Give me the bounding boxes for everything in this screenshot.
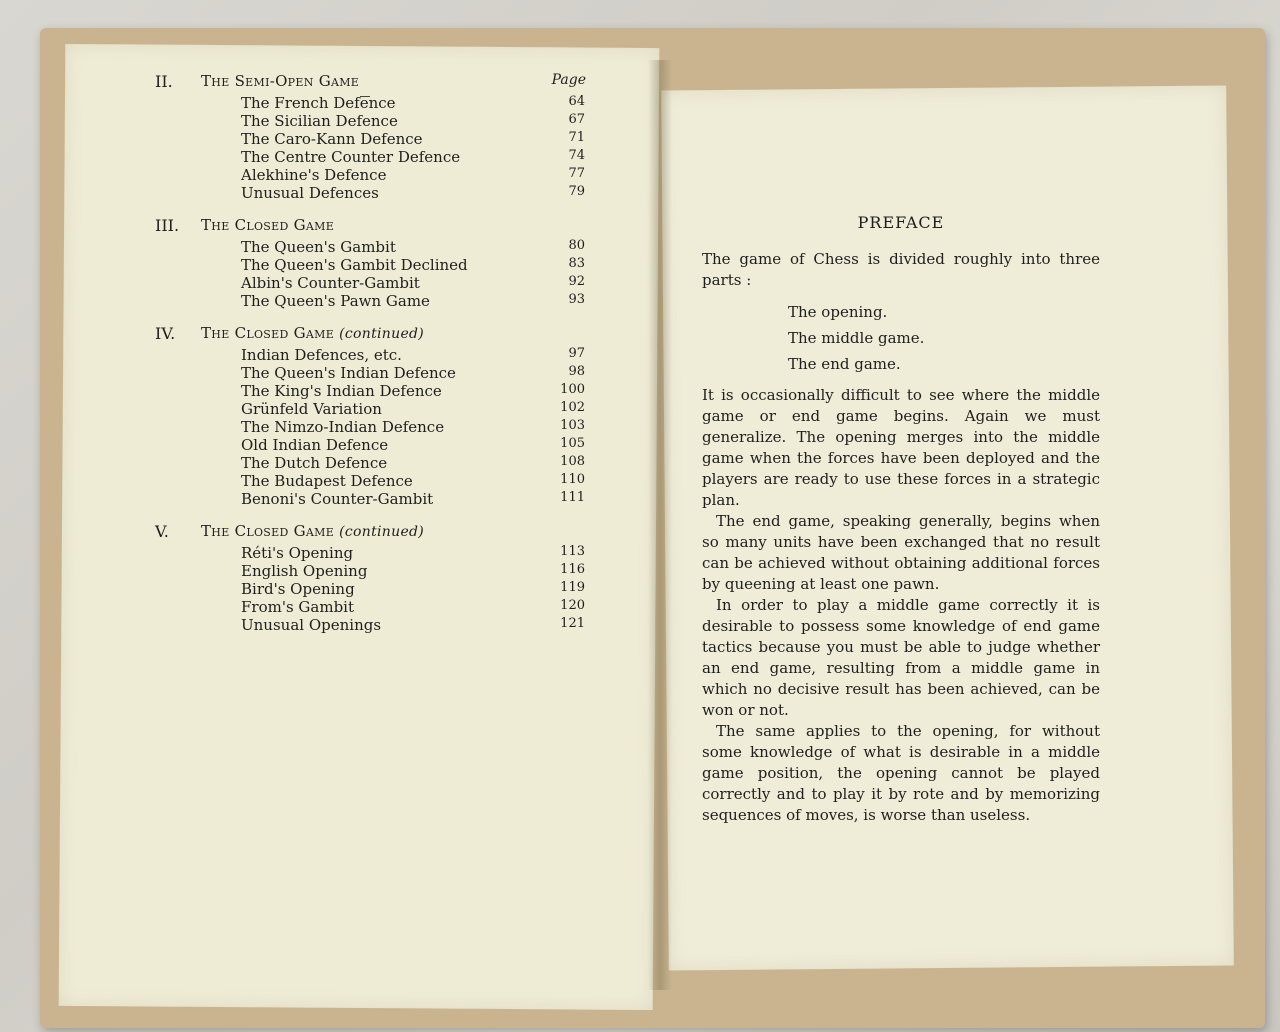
toc-entry-title: From's Gambit bbox=[241, 598, 354, 616]
toc-entry-title: The King's Indian Defence bbox=[241, 382, 442, 400]
section-title-text: The Closed Game bbox=[201, 522, 335, 540]
toc-entry bbox=[155, 256, 585, 274]
section-number: II. bbox=[155, 72, 173, 91]
toc-entry bbox=[155, 562, 585, 580]
preface-text bbox=[702, 212, 1100, 826]
toc-entry-title: English Opening bbox=[241, 562, 368, 580]
toc-entry-title: Bird's Opening bbox=[241, 580, 355, 598]
toc-section bbox=[155, 72, 585, 202]
toc-entry bbox=[155, 400, 585, 418]
preface-paragraph: It is occasionally difficult to see where the middle game or end game begins. Again we must generalize. The opening merges into the middle game when the forces have been deployed and the players are ready to use these forces in a strategic plan. bbox=[702, 386, 1100, 509]
toc-section-heading bbox=[155, 324, 585, 346]
toc-entry-title: The Sicilian Defence bbox=[241, 112, 398, 130]
section-number: V. bbox=[155, 522, 169, 541]
toc-section bbox=[155, 522, 585, 634]
toc-entry-page: 79 bbox=[568, 184, 585, 199]
toc-entry-page: 103 bbox=[560, 418, 585, 433]
toc-entry-page: 93 bbox=[568, 292, 585, 307]
preface-intro: The game of Chess is divided roughly into three parts : bbox=[702, 250, 1100, 289]
toc-entry-title: The Caro-Kann Defence bbox=[241, 130, 423, 148]
toc-entry-page: 111 bbox=[560, 490, 585, 505]
toc-entry-page: 92 bbox=[568, 274, 585, 289]
toc-section bbox=[155, 324, 585, 508]
toc-section-heading bbox=[155, 216, 585, 238]
toc-entry bbox=[155, 436, 585, 454]
toc-entry-title: Unusual Openings bbox=[241, 616, 382, 634]
book-gutter bbox=[648, 60, 672, 990]
toc-entry-title: Benoni's Counter-Gambit bbox=[241, 490, 434, 508]
toc-entry-page: 105 bbox=[560, 436, 585, 451]
toc-entry bbox=[155, 418, 585, 436]
toc-entry-title: The Queen's Pawn Game bbox=[241, 292, 430, 310]
list-item: The opening. bbox=[788, 303, 888, 321]
preface-title: PREFACE bbox=[857, 213, 945, 232]
toc-entry-page: 102 bbox=[560, 400, 585, 415]
toc-entry bbox=[155, 292, 585, 310]
toc-entry-title: The Queen's Indian Defence bbox=[241, 364, 456, 382]
list-item: The middle game. bbox=[788, 329, 925, 347]
preface-paragraph: In order to play a middle game correctly it is desirable to possess some knowledge of end game tactics because you must be able to judge whether an end game, resulting from a middle game in which no decisive result has been achieved, can be won or not. bbox=[702, 596, 1100, 719]
toc-entry-title: Alekhine's Defence bbox=[241, 166, 387, 184]
toc-entry-title: The Nimzo-Indian Defence bbox=[241, 418, 445, 436]
toc-entry bbox=[155, 274, 585, 292]
toc-entry bbox=[155, 238, 585, 256]
toc-entry bbox=[155, 148, 585, 166]
toc-entry-page: 77 bbox=[568, 166, 585, 181]
toc-entry-title: Réti's Opening bbox=[241, 544, 354, 562]
toc-entry-title: Unusual Defences bbox=[241, 184, 379, 202]
toc-entry-page: 71 bbox=[568, 130, 585, 145]
toc-entry bbox=[155, 580, 585, 598]
toc-entry-page: 120 bbox=[560, 598, 585, 613]
section-title bbox=[201, 324, 424, 342]
toc-entry-title: The Dutch Defence bbox=[241, 454, 388, 472]
toc-entry-title: Indian Defences, etc. bbox=[241, 346, 402, 364]
toc-entry bbox=[155, 112, 585, 130]
toc-entry bbox=[155, 94, 585, 112]
section-continued: (continued) bbox=[339, 524, 425, 540]
preface-parts-list bbox=[788, 299, 1100, 377]
preface-paragraph: The same applies to the opening, for without some knowledge of what is desirable in a middle game position, the opening cannot be played correctly and to play it by rote and by memorizing sequences of moves, is worse than useless. bbox=[702, 722, 1100, 824]
toc-entry bbox=[155, 490, 585, 508]
toc-entry-page: 67 bbox=[568, 112, 585, 127]
toc-entry bbox=[155, 382, 585, 400]
toc-entry-title: The Queen's Gambit bbox=[241, 238, 396, 256]
section-number: IV. bbox=[155, 324, 176, 343]
toc-entry-page: 80 bbox=[568, 238, 585, 253]
toc-entry-page: 116 bbox=[560, 562, 585, 577]
section-title-text: The Closed Game bbox=[201, 324, 335, 342]
section-title bbox=[201, 216, 334, 234]
toc-entry-page: 83 bbox=[568, 256, 585, 271]
toc-entry-page: 110 bbox=[560, 472, 585, 487]
toc-entry bbox=[155, 166, 585, 184]
toc-entry-page: 113 bbox=[560, 544, 585, 559]
toc-entry bbox=[155, 472, 585, 490]
toc-entry bbox=[155, 346, 585, 364]
toc-entry-title: Old Indian Defence bbox=[241, 436, 389, 454]
toc-entry-title: The Centre Counter Defence bbox=[241, 148, 461, 166]
toc-entry-page: 97 bbox=[568, 346, 585, 361]
toc-entry bbox=[155, 598, 585, 616]
toc-entry-page: 100 bbox=[560, 382, 585, 397]
section-continued: (continued) bbox=[339, 326, 425, 342]
toc-entry bbox=[155, 544, 585, 562]
table-of-contents bbox=[155, 72, 585, 648]
toc-entry bbox=[155, 364, 585, 382]
toc-entry-title: The Budapest Defence bbox=[241, 472, 413, 490]
section-title-text: The Closed Game bbox=[201, 216, 335, 234]
page-column-header: Page bbox=[551, 72, 586, 88]
toc-entry-page: 121 bbox=[560, 616, 585, 631]
toc-section-heading bbox=[155, 72, 585, 94]
toc-entry bbox=[155, 184, 585, 202]
section-number: III. bbox=[155, 216, 180, 235]
toc-entry-title: Grünfeld Variation bbox=[241, 400, 382, 418]
toc-entry-page: 64 bbox=[568, 94, 585, 109]
list-item: The end game. bbox=[788, 355, 901, 373]
preface-paragraph: The end game, speaking generally, begins when so many units have been exchanged that no result can be achieved without obtaining additional forces by queening at least one pawn. bbox=[702, 512, 1100, 593]
toc-entry bbox=[155, 130, 585, 148]
toc-section bbox=[155, 216, 585, 310]
toc-entry bbox=[155, 616, 585, 634]
toc-entry-title: The French Defence bbox=[241, 94, 396, 112]
toc-entry-page: 74 bbox=[568, 148, 585, 163]
section-title bbox=[201, 72, 359, 90]
toc-entry-page: 108 bbox=[560, 454, 585, 469]
section-title bbox=[201, 522, 424, 540]
toc-entry-page: 98 bbox=[568, 364, 585, 379]
toc-entry-page: 119 bbox=[560, 580, 585, 595]
toc-entry bbox=[155, 454, 585, 472]
toc-entry-title: The Queen's Gambit Declined bbox=[241, 256, 468, 274]
toc-entry-title: Albin's Counter-Gambit bbox=[241, 274, 420, 292]
section-title-text: The Semi-Open Game bbox=[201, 72, 360, 90]
toc-section-heading bbox=[155, 522, 585, 544]
